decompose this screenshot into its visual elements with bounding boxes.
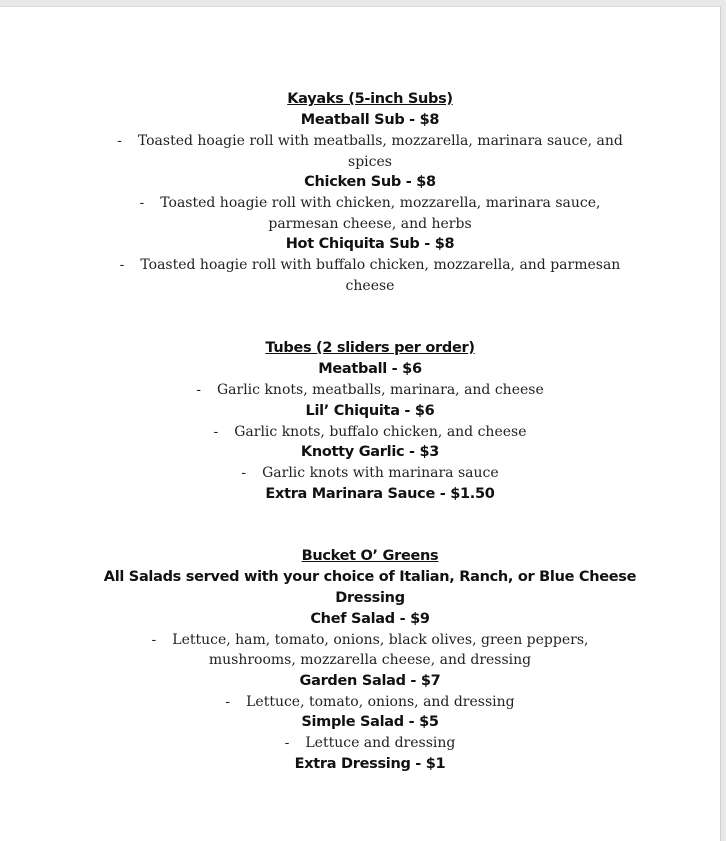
menu-item-description [100,733,640,754]
menu-item-name: Chicken Sub - $8 [304,174,436,190]
menu-item-name: Garden Salad - $7 [299,672,441,689]
menu-item-description [100,131,640,172]
menu-item-name: Chef Salad - $9 [310,610,430,627]
menu-item-name: Simple Salad - $5 [301,714,439,730]
description-text: Garlic knots, buffalo chicken, and cheese [234,423,527,440]
bullet-dash: - [284,735,290,751]
description-text: Garlic knots with marinara sauce [262,465,499,481]
description-text: Toasted hoagie roll with chicken, mozzarella, marinara sauce, parmesan cheese, and herbs [160,195,601,232]
menu-item-description [100,463,640,484]
menu-item-name: Hot Chiquita Sub - $8 [285,236,455,252]
menu-section-tubes [100,338,640,505]
section-title: Tubes (2 sliders per order) [265,340,475,356]
menu-content [100,89,640,775]
menu-item-name: Knotty Garlic - $3 [300,444,440,460]
description-text: Toasted hoagie roll with buffalo chicken, mozzarella, and parmesan cheese [140,257,621,294]
section-spacer [100,296,640,338]
bullet-dash: - [139,195,145,211]
bullet-dash: - [213,423,219,440]
description-text: Lettuce and dressing [305,735,456,751]
section-title: Bucket O’ Greens [301,547,439,564]
menu-section-kayaks [100,89,640,296]
menu-item-description [100,193,640,234]
bullet-dash: - [241,465,247,481]
menu-item-name: Meatball - $6 [318,361,422,377]
document-page [0,6,721,841]
bullet-dash: - [151,631,157,648]
description-text: Garlic knots, meatballs, marinara, and cheese [216,382,544,398]
menu-item-description [100,380,640,401]
section-spacer [100,505,640,546]
description-text: Lettuce, ham, tomato, onions, black olives, green peppers, mushrooms, mozzarella cheese, and dressing [172,631,589,668]
menu-item-description [100,692,640,713]
menu-item-description [100,630,640,671]
bullet-dash: - [117,133,122,149]
bullet-dash: - [225,693,231,710]
extra-item: Extra Marinara Sauce - $1.50 [265,485,495,502]
description-text: Toasted hoagie roll with meatballs, mozzarella, marinara sauce, and spices [137,133,623,170]
extra-item: Extra Dressing - $1 [294,755,446,772]
menu-section-greens [100,546,640,775]
bullet-dash: - [119,257,125,273]
description-text: Lettuce, tomato, onions, and dressing [246,693,515,710]
salad-dressing-note: All Salads served with your choice of Italian, Ranch, or Blue Cheese Dressing [103,568,637,606]
bullet-dash: - [196,382,201,398]
menu-item-name: Meatball Sub - $8 [300,112,440,128]
section-title: Kayaks (5-inch Subs) [287,91,453,107]
menu-item-description [100,422,640,443]
menu-item-description [100,255,640,296]
menu-item-name: Lil’ Chiquita - $6 [305,402,435,419]
